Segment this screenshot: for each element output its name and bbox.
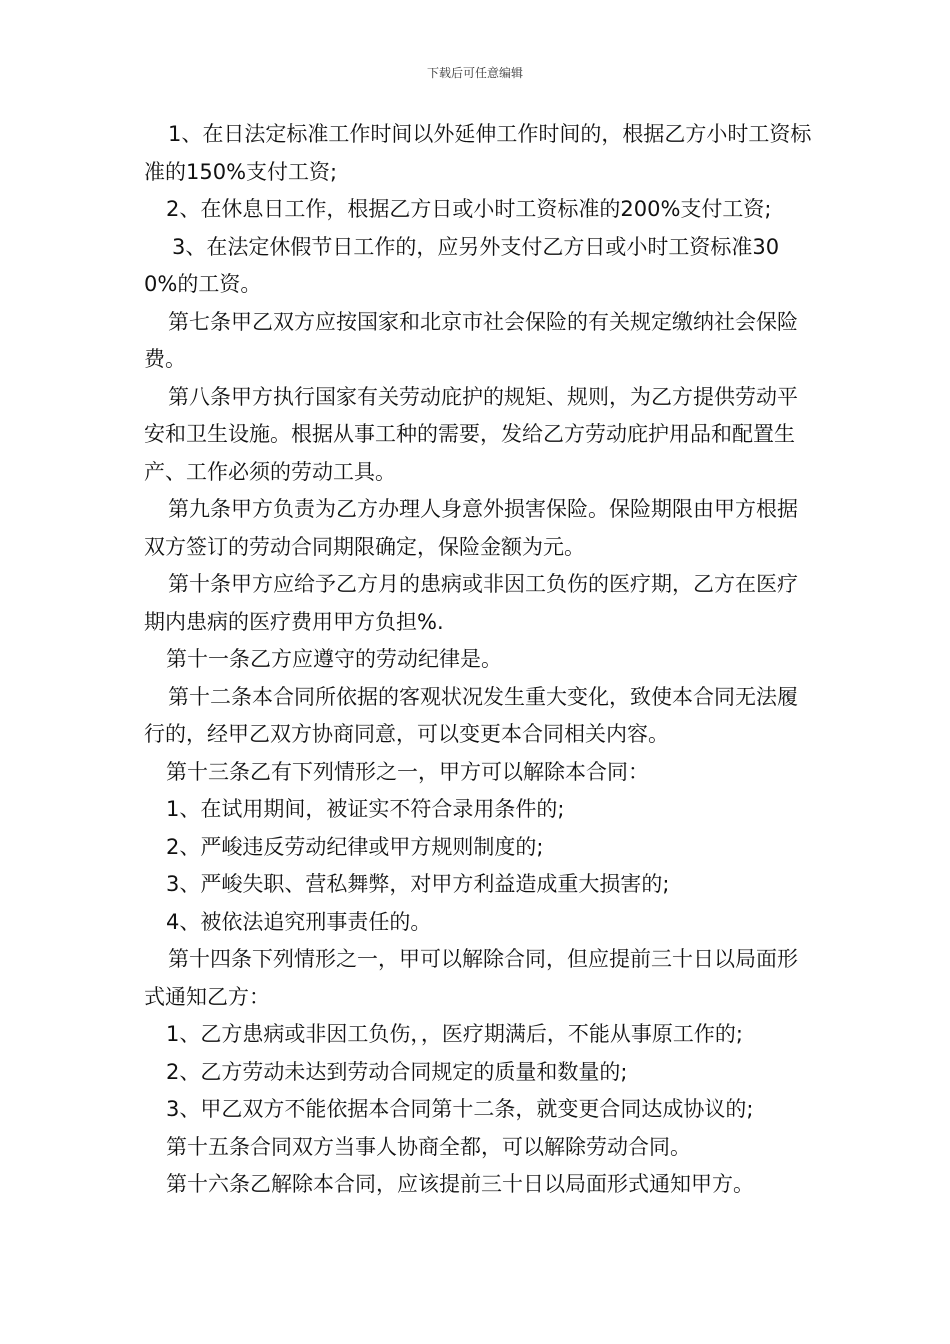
list-item-13-2: 2、严峻违反劳动纪律或甲方规则制度的; — [166, 834, 544, 859]
paragraph-article-13: 第十三条乙有下列情形之一，甲方可以解除本合同： — [166, 759, 649, 784]
page-header: 下载后可任意编辑 — [426, 66, 523, 80]
paragraph-overtime-restday: 2、在休息日工作，根据乙方日或小时工资标准的200%支付工资; — [166, 197, 772, 221]
paragraph-article-11: 第十一条乙方应遵守的劳动纪律是。 — [166, 647, 502, 671]
paragraph-article-10: 第十条甲方应给予乙方月的患病或非因工负伤的医疗期，乙方在医疗期内患病的医疗费用甲方负担%. — [144, 572, 798, 634]
paragraph-article-14: 第十四条下列情形之一，甲可以解除合同，但应提前三十日以局面形式通知乙方： — [144, 947, 798, 1009]
paragraph-article-8: 第八条甲方执行国家有关劳动庇护的规矩、规则，为乙方提供劳动平安和卫生设施。根据从事工种的需要，发给乙方劳动庇护用品和配置生产、工作必须的劳动工具。 — [144, 384, 798, 484]
paragraph-article-12: 第十二条本合同所依据的客观状况发生重大变化，致使本合同无法履行的，经甲乙双方协商同意，可以变更本合同相关内容。 — [144, 684, 798, 746]
document-body — [144, 116, 812, 1204]
paragraph-overtime-weekday: 1、在日法定标准工作时间以外延伸工作时间的，根据乙方小时工资标准的150%支付工资; — [144, 122, 812, 184]
paragraph-overtime-holiday: 3、在法定休假节日工作的，应另外支付乙方日或小时工资标准300%的工资。 — [144, 234, 780, 296]
list-item-14-1: 1、乙方患病或非因工负伤，，医疗期满后，不能从事原工作的; — [166, 1022, 743, 1046]
list-item-13-1: 1、在试用期间，被证实不符合录用条件的; — [166, 797, 565, 821]
paragraph-article-9: 第九条甲方负责为乙方办理人身意外损害保险。保险期限由甲方根据双方签订的劳动合同期限确定，保险金额为元。 — [144, 497, 798, 559]
paragraph-article-16: 第十六条乙解除本合同，应该提前三十日以局面形式通知甲方。 — [166, 1172, 754, 1196]
list-item-14-3: 3、甲乙双方不能依据本合同第十二条，就变更合同达成协议的; — [166, 1097, 754, 1121]
paragraph-article-15: 第十五条合同双方当事人协商全都，可以解除劳动合同。 — [166, 1134, 691, 1159]
list-item-14-2: 2、乙方劳动未达到劳动合同规定的质量和数量的; — [166, 1059, 628, 1084]
list-item-13-3: 3、严峻失职、营私舞弊，对甲方利益造成重大损害的; — [166, 872, 670, 896]
paragraph-article-7: 第七条甲乙双方应按国家和北京市社会保险的有关规定缴纳社会保险费。 — [144, 309, 798, 371]
list-item-13-4: 4、被依法追究刑事责任的。 — [166, 909, 432, 934]
